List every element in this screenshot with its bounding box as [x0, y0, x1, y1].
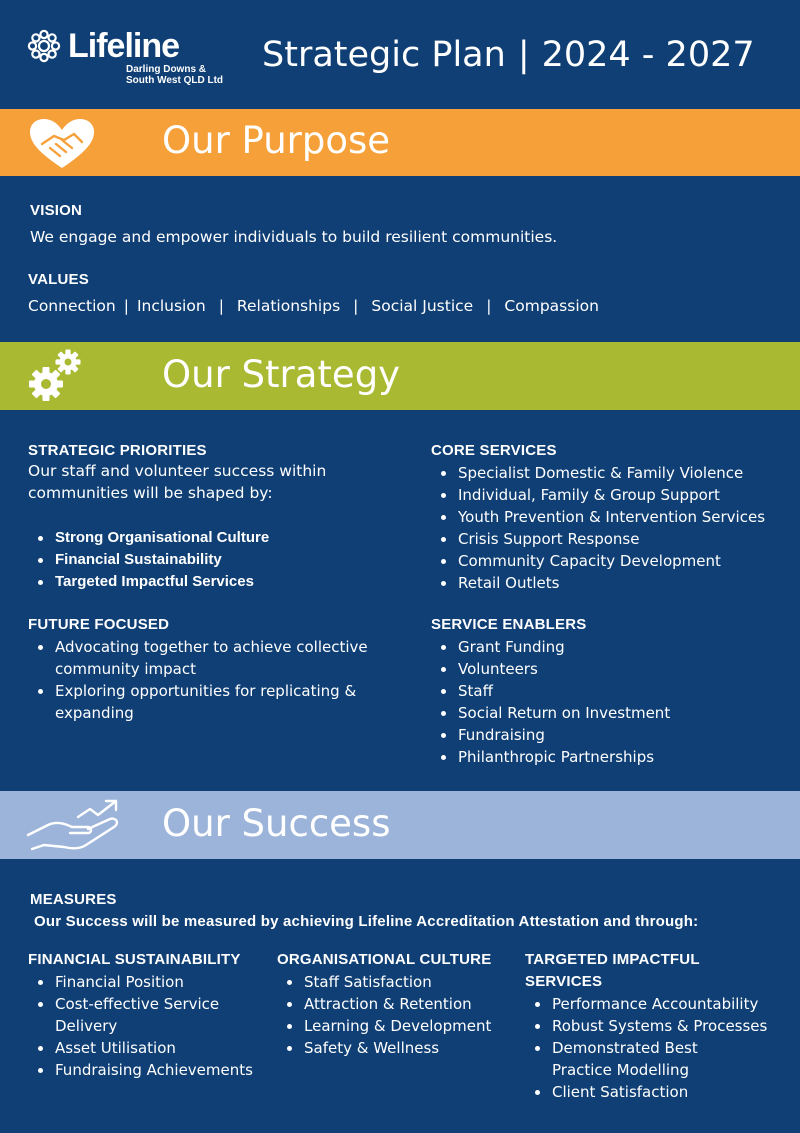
list-item-line: community impact — [55, 660, 196, 678]
strategy-band — [0, 342, 800, 410]
list-item: Volunteers — [431, 658, 791, 680]
list-item: Demonstrated Best Practice Modelling — [525, 1037, 722, 1081]
list-item: Staff Satisfaction — [277, 971, 517, 993]
value-item: Compassion — [504, 297, 599, 315]
priorities-list — [28, 527, 269, 593]
list-item-line: Exploring opportunities for replicating & — [55, 682, 357, 700]
list-item: Financial Sustainability — [28, 549, 269, 571]
value-separator: | — [218, 297, 224, 315]
core-services-heading: CORE SERVICES — [431, 442, 557, 459]
success-band — [0, 791, 800, 859]
value-item: Inclusion — [136, 297, 206, 315]
list-item: Youth Prevention & Intervention Services — [431, 506, 791, 528]
title-years: 2024 - 2027 — [541, 35, 755, 75]
list-item: Strong Organisational Culture — [28, 527, 269, 549]
list-item: Fundraising — [431, 724, 791, 746]
organisational-culture-list — [277, 971, 517, 1059]
targeted-impactful-services-heading — [525, 950, 700, 992]
list-item: Philanthropic Partnerships — [431, 746, 791, 768]
list-item: Grant Funding — [431, 636, 791, 658]
list-item-line: Advocating together to achieve collective — [55, 638, 368, 656]
title-separator: | — [517, 35, 530, 75]
list-item: Learning & Development — [277, 1015, 517, 1037]
vision-heading: VISION — [30, 202, 83, 219]
logo-subtitle — [126, 64, 223, 86]
heart-handshake-icon — [28, 118, 96, 170]
list-item-line: expanding — [55, 704, 134, 722]
list-item: Community Capacity Development — [431, 550, 791, 572]
list-item: Robust Systems & Processes — [525, 1015, 785, 1037]
value-item: Relationships — [236, 297, 341, 315]
measures-text: Our Success will be measured by achieving Lifeline Accreditation Attestation and through: — [34, 913, 699, 930]
vision-text: We engage and empower individuals to build resilient communities. — [30, 228, 558, 246]
list-item: Client Satisfaction — [525, 1081, 785, 1103]
value-item: Connection — [28, 297, 116, 315]
value-separator: | — [123, 297, 129, 315]
list-item — [28, 636, 408, 680]
list-item: Performance Accountability — [525, 993, 785, 1015]
list-item: Fundraising Achievements — [28, 1059, 268, 1081]
financial-sustainability-heading: FINANCIAL SUSTAINABILITY — [28, 951, 241, 968]
strategy-title: Our Strategy — [162, 353, 401, 396]
list-item: Staff — [431, 680, 791, 702]
hand-growth-arrow-icon — [26, 799, 126, 853]
values-list — [28, 295, 599, 317]
financial-sustainability-list — [28, 971, 268, 1081]
lifeline-logo — [26, 26, 256, 96]
list-item: Individual, Family & Group Support — [431, 484, 791, 506]
logo-subtitle-line1: Darling Downs & — [126, 64, 207, 75]
values-heading: VALUES — [28, 271, 89, 288]
service-enablers-list — [431, 636, 791, 768]
targeted-impactful-services-list — [525, 993, 785, 1103]
purpose-band — [0, 109, 800, 176]
list-item: Safety & Wellness — [277, 1037, 517, 1059]
document-title — [262, 30, 755, 80]
list-item — [28, 680, 408, 724]
list-item: Specialist Domestic & Family Violence — [431, 462, 791, 484]
value-separator: | — [486, 297, 492, 315]
organisational-culture-heading: ORGANISATIONAL CULTURE — [277, 951, 492, 968]
measures-heading: MEASURES — [30, 891, 117, 908]
purpose-title: Our Purpose — [162, 119, 391, 162]
future-focused-list — [28, 636, 408, 724]
heading-line: SERVICES — [525, 973, 603, 990]
value-separator: | — [353, 297, 359, 315]
list-item: Asset Utilisation — [28, 1037, 268, 1059]
value-item: Social Justice — [371, 297, 474, 315]
list-item: Retail Outlets — [431, 572, 791, 594]
list-item: Financial Position — [28, 971, 268, 993]
future-focused-heading: FUTURE FOCUSED — [28, 616, 170, 633]
list-item: Attraction & Retention — [277, 993, 517, 1015]
gears-icon — [26, 348, 84, 404]
logo-subtitle-line2: South West QLD Ltd — [126, 75, 224, 86]
title-text: Strategic Plan — [262, 35, 506, 75]
list-item: Cost-effective Service Delivery — [28, 993, 230, 1037]
strategic-priorities-heading: STRATEGIC PRIORITIES — [28, 442, 207, 459]
logo-wordmark: Lifeline — [68, 27, 180, 65]
lifeline-ring-icon — [26, 28, 62, 64]
list-item: Crisis Support Response — [431, 528, 791, 550]
service-enablers-heading: SERVICE ENABLERS — [431, 616, 587, 633]
priorities-intro-line: Our staff and volunteer success within — [28, 462, 327, 480]
heading-line: TARGETED IMPACTFUL — [525, 951, 700, 968]
priorities-intro-line: communities will be shaped by: — [28, 484, 273, 502]
list-item: Social Return on Investment — [431, 702, 791, 724]
core-services-list — [431, 462, 791, 594]
list-item: Targeted Impactful Services — [28, 571, 269, 593]
success-title: Our Success — [162, 802, 391, 845]
priorities-intro — [28, 460, 326, 504]
